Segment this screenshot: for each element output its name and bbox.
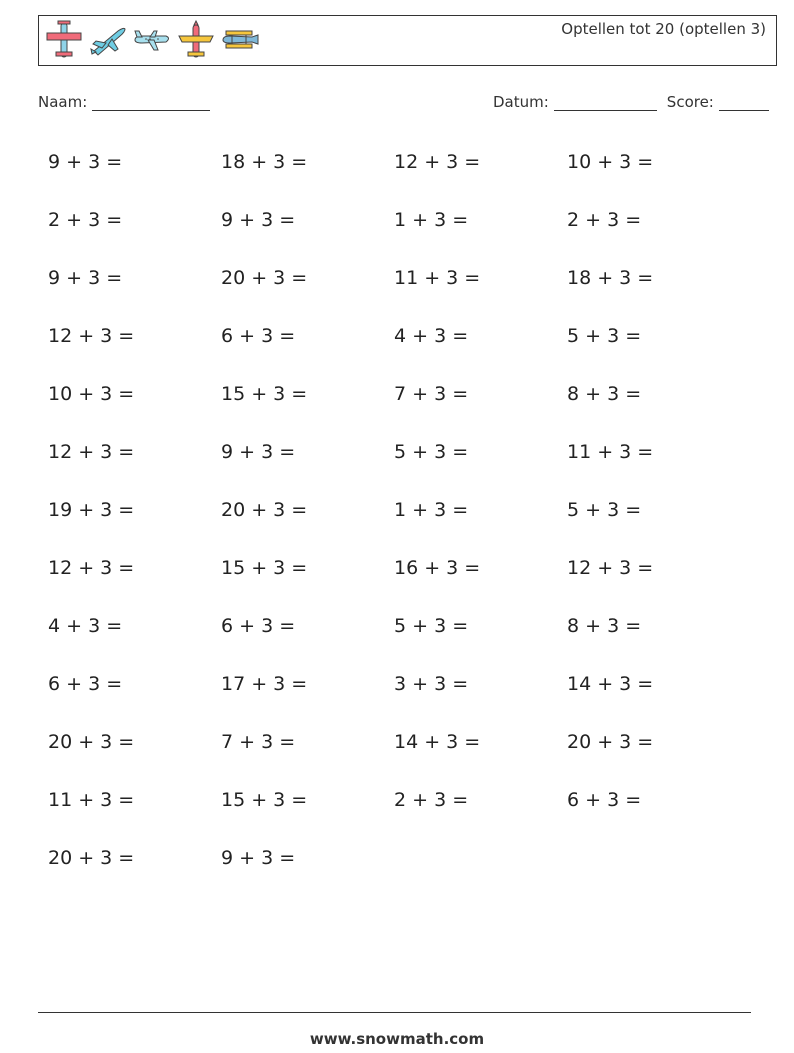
problem-row [48, 374, 748, 432]
name-blank-line [92, 94, 210, 111]
addition-problem: 6 + 3 = [221, 615, 296, 637]
addition-problem: 17 + 3 = [221, 673, 308, 695]
problem-row [48, 722, 748, 780]
addition-problem: 20 + 3 = [221, 499, 308, 521]
biplane-icon [220, 19, 260, 61]
addition-problem: 9 + 3 = [221, 441, 296, 463]
score-blank-line [719, 94, 769, 111]
addition-problem: 20 + 3 = [48, 847, 135, 869]
addition-problem: 9 + 3 = [221, 847, 296, 869]
addition-problem: 11 + 3 = [394, 267, 481, 289]
addition-problem: 6 + 3 = [48, 673, 123, 695]
problem-row [48, 142, 748, 200]
blue-jet-icon [88, 19, 128, 61]
addition-problem: 5 + 3 = [394, 615, 469, 637]
problem-row [48, 838, 748, 896]
addition-problem: 8 + 3 = [567, 383, 642, 405]
addition-problem: 7 + 3 = [394, 383, 469, 405]
problem-row [48, 200, 748, 258]
addition-problem: 2 + 3 = [48, 209, 123, 231]
addition-problem: 12 + 3 = [394, 151, 481, 173]
addition-problem: 8 + 3 = [567, 615, 642, 637]
addition-problem: 20 + 3 = [221, 267, 308, 289]
addition-problem: 15 + 3 = [221, 383, 308, 405]
yellow-plane-icon [176, 19, 216, 61]
problem-row [48, 490, 748, 548]
addition-problem: 4 + 3 = [394, 325, 469, 347]
addition-problem: 15 + 3 = [221, 789, 308, 811]
addition-problem: 11 + 3 = [48, 789, 135, 811]
addition-problem: 19 + 3 = [48, 499, 135, 521]
addition-problem: 12 + 3 = [48, 441, 135, 463]
footer-website: www.snowmath.com [309, 1030, 485, 1048]
addition-problem: 5 + 3 = [567, 499, 642, 521]
addition-problem: 12 + 3 = [48, 557, 135, 579]
addition-problem: 14 + 3 = [567, 673, 654, 695]
addition-problem: 7 + 3 = [221, 731, 296, 753]
addition-problem: 3 + 3 = [394, 673, 469, 695]
addition-problem: 20 + 3 = [48, 731, 135, 753]
name-field [38, 93, 210, 111]
date-score-fields [493, 93, 769, 111]
addition-problem: 5 + 3 = [394, 441, 469, 463]
addition-problem: 18 + 3 = [221, 151, 308, 173]
addition-problem: 6 + 3 = [221, 325, 296, 347]
addition-problem: 9 + 3 = [48, 151, 123, 173]
problem-row [48, 432, 748, 490]
addition-problem: 20 + 3 = [567, 731, 654, 753]
addition-problem: 4 + 3 = [48, 615, 123, 637]
date-blank-line [554, 94, 657, 111]
score-label: Score: [666, 93, 714, 111]
red-plane-icon [44, 19, 84, 61]
problem-grid [48, 142, 748, 896]
addition-problem: 1 + 3 = [394, 209, 469, 231]
addition-problem: 11 + 3 = [567, 441, 654, 463]
addition-problem: 1 + 3 = [394, 499, 469, 521]
addition-problem: 6 + 3 = [567, 789, 642, 811]
problem-row [48, 664, 748, 722]
airliner-icon [132, 19, 172, 61]
problem-row [48, 780, 748, 838]
worksheet-title: Optellen tot 20 (optellen 3) [561, 20, 766, 38]
addition-problem: 14 + 3 = [394, 731, 481, 753]
addition-problem: 2 + 3 = [394, 789, 469, 811]
addition-problem: 16 + 3 = [394, 557, 481, 579]
plane-icons [44, 19, 260, 61]
addition-problem: 10 + 3 = [567, 151, 654, 173]
addition-problem: 2 + 3 = [567, 209, 642, 231]
addition-problem: 5 + 3 = [567, 325, 642, 347]
addition-problem: 12 + 3 = [48, 325, 135, 347]
addition-problem: 15 + 3 = [221, 557, 308, 579]
addition-problem: 18 + 3 = [567, 267, 654, 289]
problem-row [48, 258, 748, 316]
addition-problem: 12 + 3 = [567, 557, 654, 579]
problem-row [48, 606, 748, 664]
footer-divider [38, 1012, 751, 1013]
worksheet-header [38, 15, 777, 66]
addition-problem: 9 + 3 = [48, 267, 123, 289]
name-label: Naam: [38, 93, 88, 111]
problem-row [48, 316, 748, 374]
problem-row [48, 548, 748, 606]
addition-problem: 10 + 3 = [48, 383, 135, 405]
date-label: Datum: [493, 93, 549, 111]
addition-problem: 9 + 3 = [221, 209, 296, 231]
